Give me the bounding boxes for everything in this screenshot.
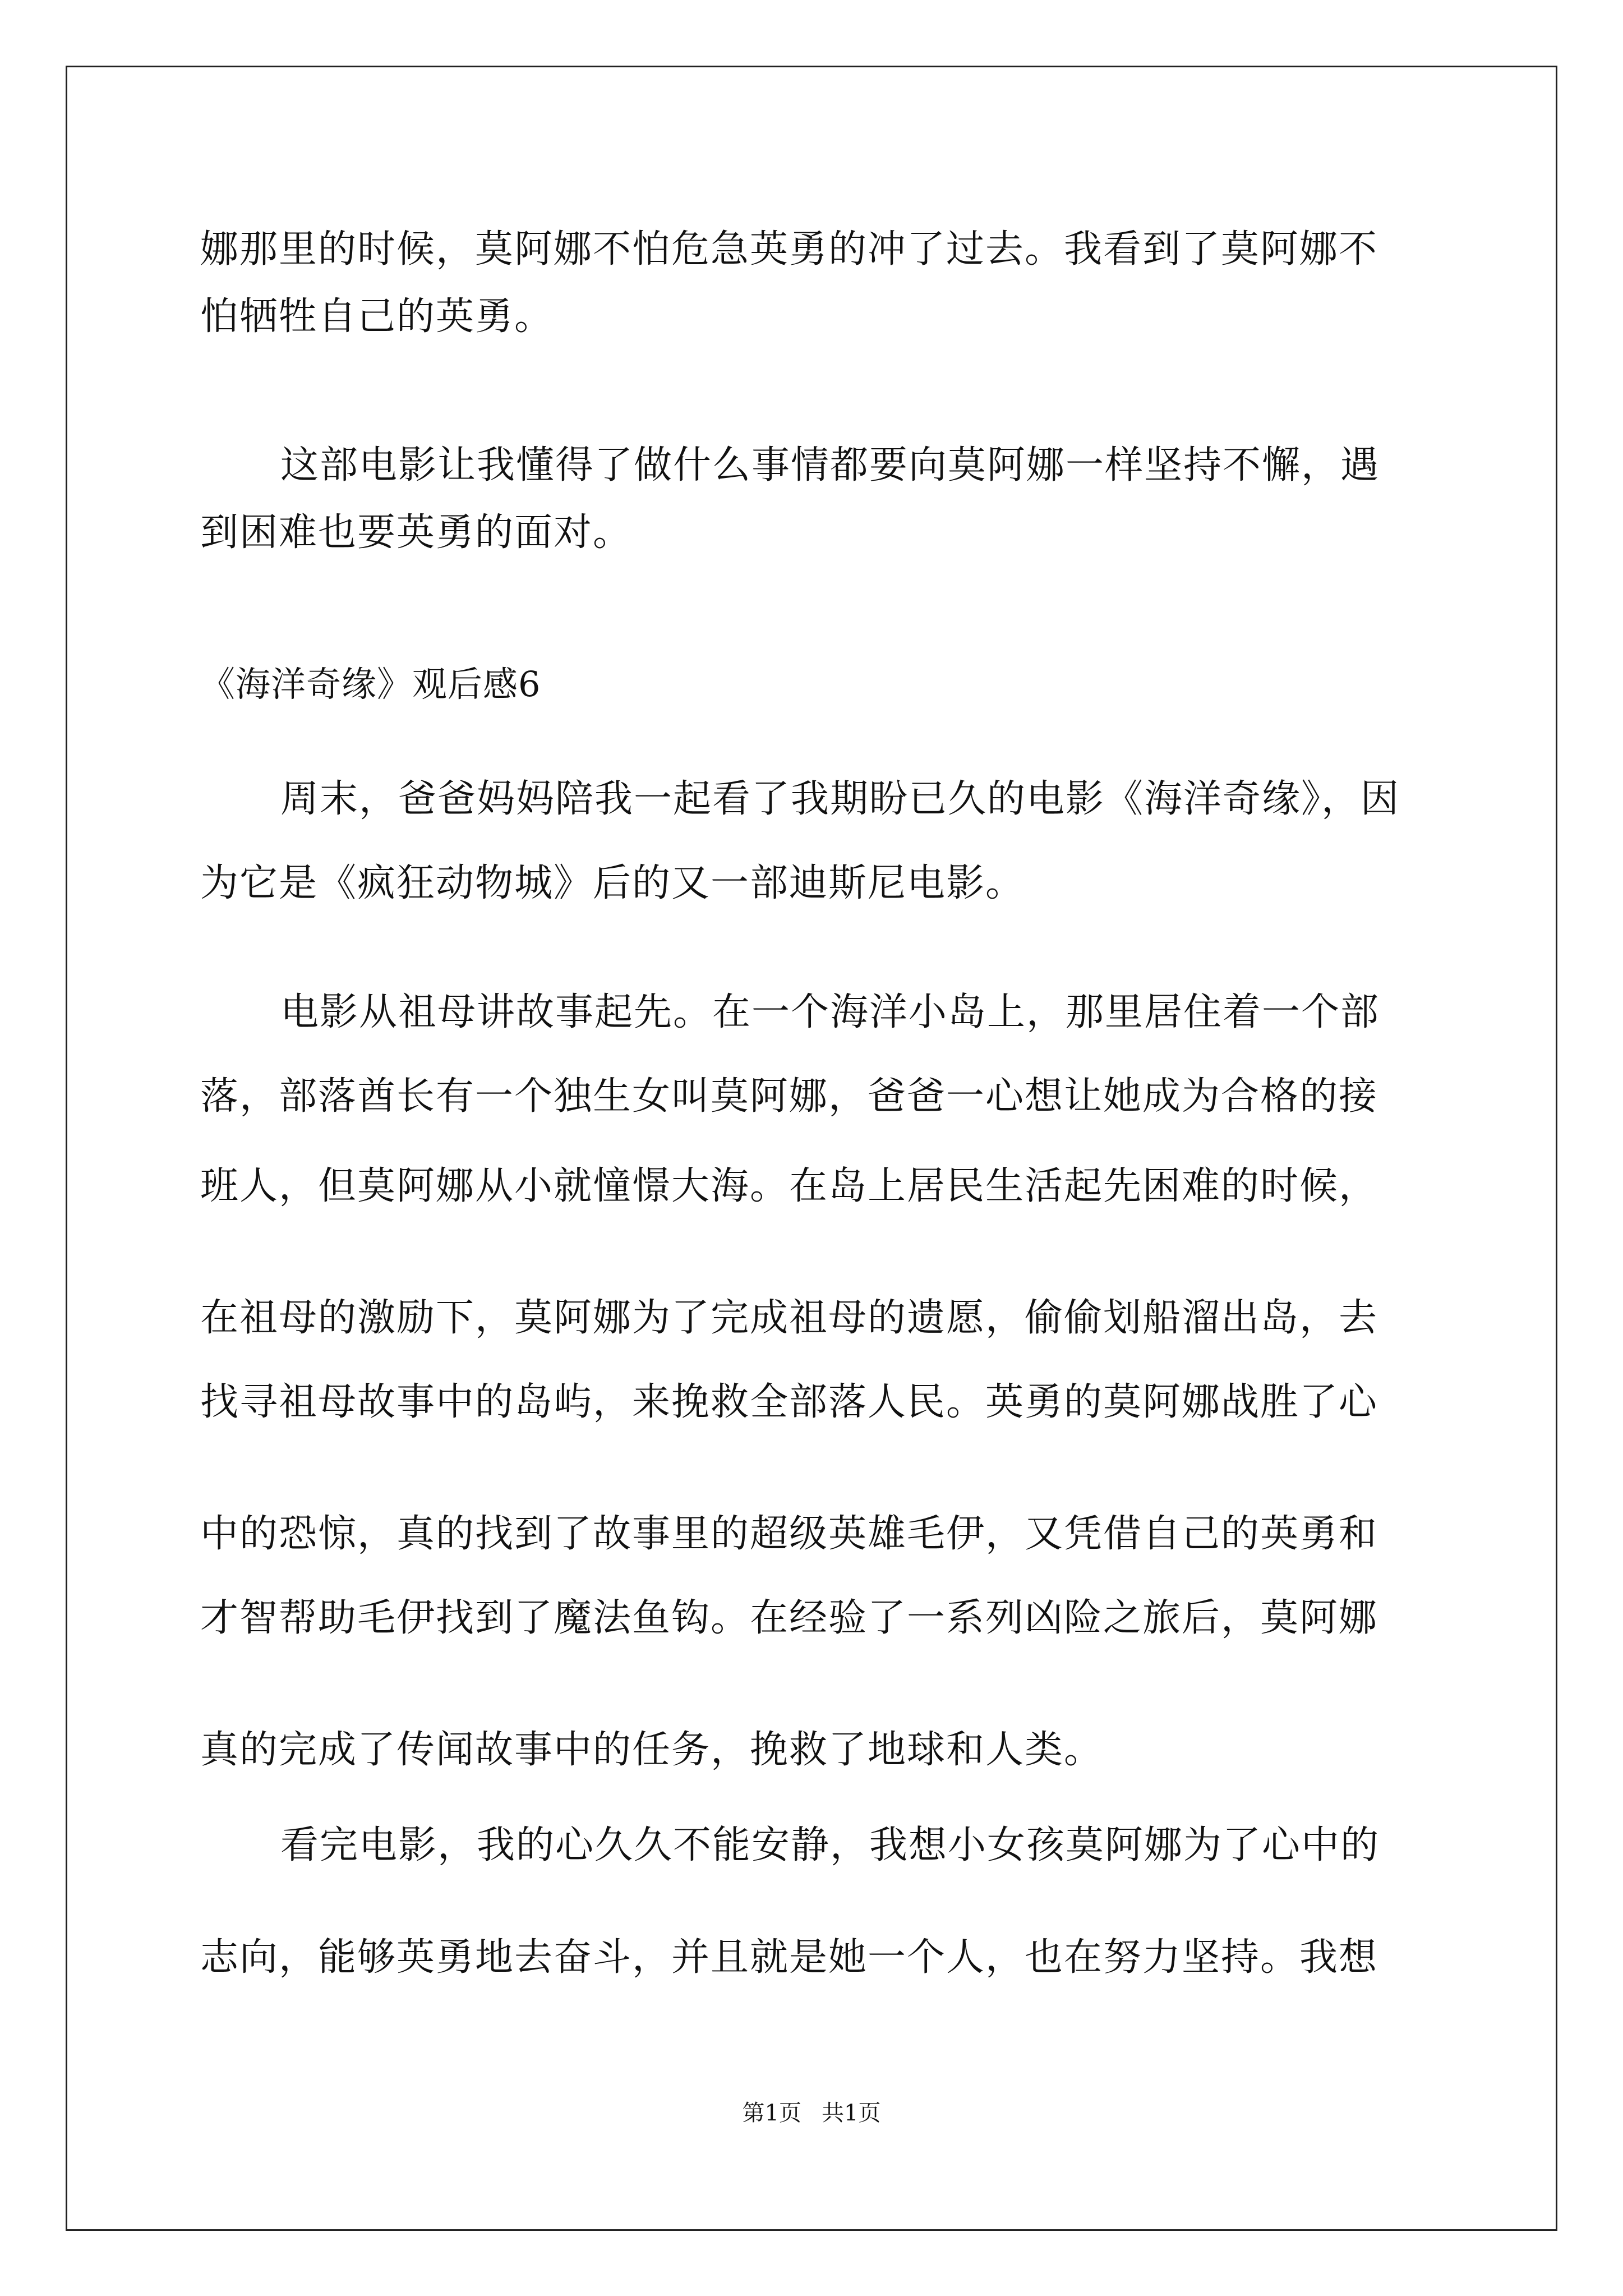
page-number: 第1页 xyxy=(742,2100,801,2126)
page-total: 共1页 xyxy=(822,2100,881,2126)
paragraph-line: 为它是《疯狂动物城》后的又一部迪斯尼电影。 xyxy=(200,861,1025,905)
paragraph-line: 才智帮助毛伊找到了魔法鱼钩。在经验了一系列凶险之旅后，莫阿娜 xyxy=(200,1596,1378,1640)
paragraph-line: 中的恐惊，真的找到了故事里的超级英雄毛伊，又凭借自己的英勇和 xyxy=(200,1512,1378,1556)
paragraph-line: 在祖母的激励下，莫阿娜为了完成祖母的遗愿，偷偷划船溜出岛，去 xyxy=(200,1296,1378,1340)
paragraph-line: 怕牺牲自己的英勇。 xyxy=(200,295,554,339)
paragraph-line: 到困难也要英勇的面对。 xyxy=(200,510,633,555)
paragraph-line: 周末，爸爸妈妈陪我一起看了我期盼已久的电影《海洋奇缘》，因 xyxy=(280,777,1400,821)
paragraph-line: 电影从祖母讲故事起先。在一个海洋小岛上，那里居住着一个部 xyxy=(280,990,1380,1034)
paragraph-line: 娜那里的时候，莫阿娜不怕危急英勇的冲了过去。我看到了莫阿娜不 xyxy=(200,227,1378,272)
paragraph-line: 真的完成了传闻故事中的任务，挽救了地球和人类。 xyxy=(200,1728,1104,1772)
paragraph-line: 落，部落酋长有一个独生女叫莫阿娜，爸爸一心想让她成为合格的接 xyxy=(200,1074,1378,1119)
paragraph-line: 志向，能够英勇地去奋斗，并且就是她一个人，也在努力坚持。我想 xyxy=(200,1935,1378,1980)
page-footer xyxy=(0,2099,1623,2127)
paragraph-line: 班人，但莫阿娜从小就憧憬大海。在岛上居民生活起先困难的时候， xyxy=(200,1164,1378,1208)
page-border xyxy=(66,66,1557,2231)
section-title: 《海洋奇缘》观后感6 xyxy=(200,664,541,705)
paragraph-line: 找寻祖母故事中的岛屿，来挽救全部落人民。英勇的莫阿娜战胜了心 xyxy=(200,1380,1378,1424)
paragraph-line: 看完电影，我的心久久不能安静，我想小女孩莫阿娜为了心中的 xyxy=(280,1823,1380,1867)
paragraph-line: 这部电影让我懂得了做什么事情都要向莫阿娜一样坚持不懈，遇 xyxy=(280,443,1380,487)
